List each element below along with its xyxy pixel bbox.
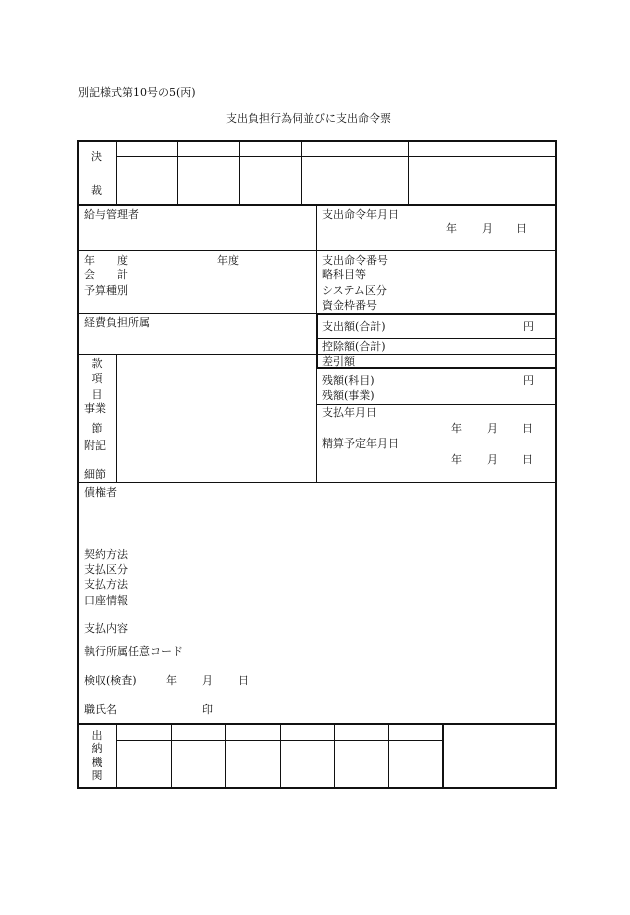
- row-line-zangaku: [317, 404, 556, 405]
- label-kyuyo-kanrisha: 給与管理者: [84, 208, 139, 221]
- seisan-tsuki: 月: [487, 453, 498, 466]
- label-shokumei: 職氏名: [84, 703, 117, 716]
- label-fuki: 附記: [84, 439, 106, 452]
- label-kaikei: 会 計: [84, 268, 128, 281]
- suito-col-3: [280, 724, 281, 788]
- label-saisetsu: 細節: [84, 468, 106, 481]
- label-shikin-waku: 資金枠番号: [322, 299, 377, 312]
- label-yosan-shubetsu: 予算種別: [84, 284, 128, 297]
- label-ryaku-kamoku: 略科目等: [322, 268, 366, 281]
- shishutsu-en: 円: [523, 320, 534, 333]
- suito-col-6: [442, 724, 444, 788]
- seisan-hi: 日: [522, 453, 533, 466]
- form-outer-frame: [77, 140, 557, 789]
- label-kan: 款: [91, 357, 103, 370]
- kenshu-tsuki: 月: [202, 674, 213, 687]
- label-shikko-code: 執行所属任意コード: [84, 645, 183, 658]
- suito-divider: [116, 724, 117, 788]
- label-kenshu: 検収(検査): [84, 674, 137, 687]
- row-line-2-left: [78, 313, 316, 314]
- shiharai-nen: 年: [451, 422, 462, 435]
- suito-top-rule: [78, 723, 556, 725]
- label-kojo-gaku: 控除額(合計): [322, 340, 386, 353]
- seisan-nen: 年: [451, 453, 462, 466]
- suito-char-4: 関: [91, 769, 103, 782]
- form-number: 別記様式第10号の5(丙): [78, 86, 196, 99]
- label-shiharai-hoho: 支払方法: [84, 578, 128, 591]
- kessai-bottom-char: 裁: [91, 184, 102, 197]
- suito-char-2: 納: [91, 742, 103, 755]
- kessai-top-char: 決: [91, 150, 102, 163]
- row-line-upper-bottom: [78, 482, 556, 483]
- shiharai-hi: 日: [522, 422, 533, 435]
- label-zangaku-kamoku: 残額(科目): [322, 374, 375, 387]
- label-jigyo: 事業: [84, 402, 106, 415]
- suito-col-2: [225, 724, 226, 788]
- suito-col-4: [334, 724, 335, 788]
- zangaku-en: 円: [523, 374, 534, 387]
- kessai-col-4: [408, 141, 409, 204]
- kamoku-divider: [116, 355, 117, 482]
- label-shiharai-kubun: 支払区分: [84, 563, 128, 576]
- seal-in: 印: [202, 703, 213, 716]
- label-seisan-ymd: 精算予定年月日: [322, 437, 399, 450]
- suito-char-1: 出: [91, 729, 103, 742]
- label-koza-joho: 口座情報: [84, 594, 128, 607]
- row-line-1: [78, 250, 556, 251]
- row-line-3-left: [78, 354, 316, 355]
- meirei-hi: 日: [516, 222, 527, 235]
- kessai-col-3: [301, 141, 302, 204]
- suito-col-5: [388, 724, 389, 788]
- label-zangaku-jigyo: 残額(事業): [322, 389, 375, 402]
- form-title: 支出負担行為伺並びに支出命令票: [226, 112, 391, 125]
- label-nendo: 年 度: [84, 254, 128, 267]
- label-sashihiki: 差引額: [322, 355, 355, 368]
- nendo-suffix: 年度: [217, 254, 239, 267]
- meirei-tsuki: 月: [482, 222, 493, 235]
- label-meirei-bango: 支出命令番号: [322, 254, 388, 267]
- suito-header-line: [116, 740, 442, 741]
- label-keihi-futan: 経費負担所属: [84, 316, 150, 329]
- suito-char-3: 機: [91, 756, 103, 769]
- meirei-nen: 年: [446, 222, 457, 235]
- label-setsu: 節: [91, 422, 103, 435]
- label-keiyaku-hoho: 契約方法: [84, 548, 128, 561]
- kessai-col-1: [177, 141, 178, 204]
- label-saikensha: 債権者: [84, 486, 117, 499]
- label-shiharai-naiyo: 支払内容: [84, 622, 128, 635]
- label-shishutsu-gaku: 支出額(合計): [322, 320, 386, 333]
- label-moku: 目: [91, 388, 103, 401]
- kenshu-nen: 年: [166, 674, 177, 687]
- shiharai-tsuki: 月: [487, 422, 498, 435]
- amount-box-line-1: [317, 338, 556, 339]
- label-kou: 項: [91, 372, 103, 385]
- label-shiharai-ymd: 支払年月日: [322, 406, 377, 419]
- kessai-bottom-rule: [78, 204, 556, 206]
- label-shishutsu-meirei-ymd: 支出命令年月日: [322, 208, 399, 221]
- suito-col-1: [171, 724, 172, 788]
- label-system-kubun: システム区分: [322, 284, 387, 297]
- kessai-divider: [116, 141, 117, 204]
- kessai-header-line: [116, 156, 556, 157]
- kenshu-hi: 日: [238, 674, 249, 687]
- kessai-col-2: [239, 141, 240, 204]
